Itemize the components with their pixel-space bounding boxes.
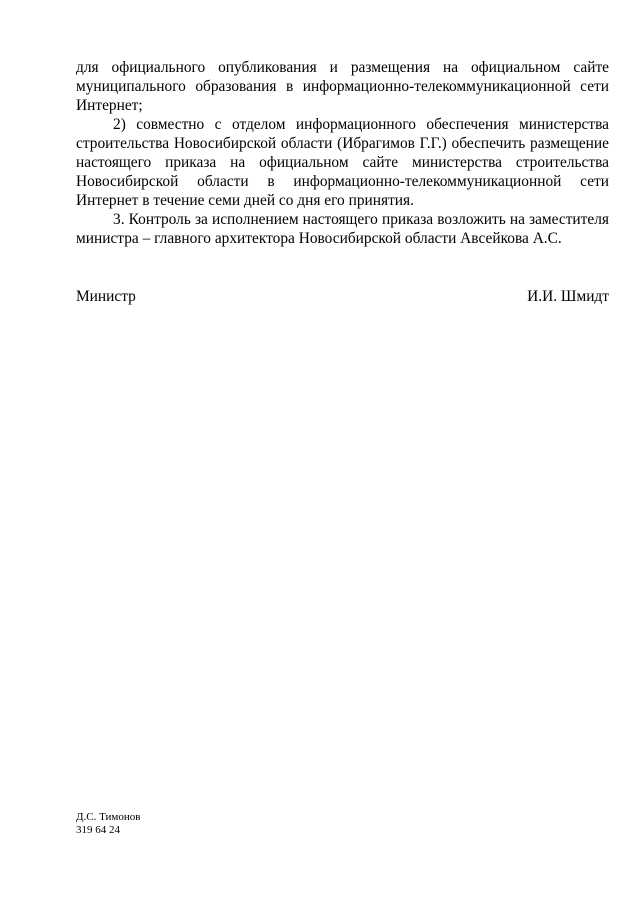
executor-phone: 319 64 24	[76, 824, 120, 836]
signatory-position: Министр	[76, 288, 136, 305]
executor-block	[76, 811, 140, 837]
signature-block	[76, 287, 609, 306]
executor-name: Д.С. Тимонов	[76, 811, 141, 823]
paragraph-item-2: 2) совместно с отделом информационного обеспечения министерства строительства Новосибирской области (Ибрагимов Г.Г.) обеспечить размещение настоящего приказа на официальном сайте министерства строительства Новосибирской области в информационно-телекоммуникационной сети Интернет в течение семи дней со дня его принятия.	[76, 116, 609, 209]
paragraph-item-3: 3. Контроль за исполнением настоящего приказа возложить на заместителя министра – главного архитектора Новосибирской области Авсейкова А.С.	[76, 211, 609, 247]
signatory-name: И.И. Шмидт	[527, 288, 609, 305]
paragraph-continuation: для официального опубликования и размещения на официальном сайте муниципального образования в информационно-телекоммуникационной сети Интернет;	[76, 59, 609, 114]
document-body	[76, 58, 609, 248]
